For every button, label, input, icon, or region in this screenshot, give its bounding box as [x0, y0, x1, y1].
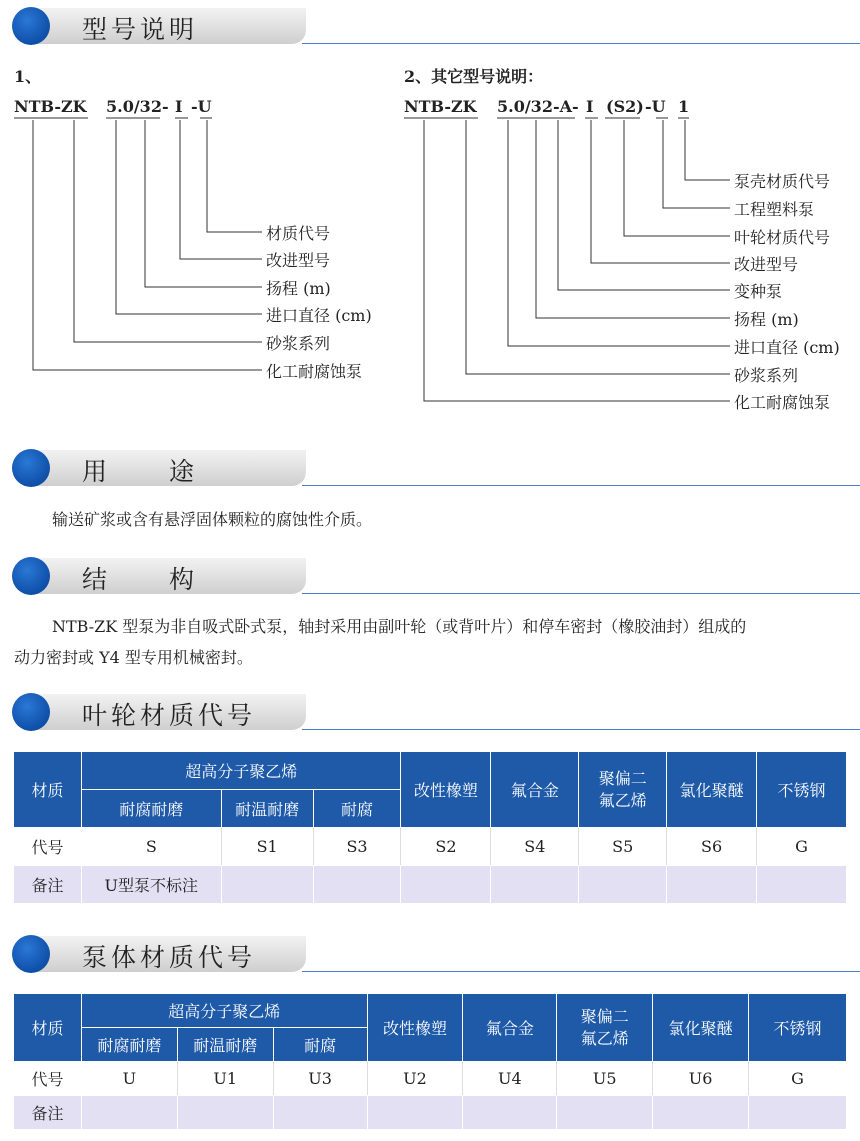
note-cell [401, 866, 491, 904]
section-title: 结 构 [82, 565, 199, 594]
note-cell [367, 1096, 463, 1130]
model1-label-inlet: 进口直径 (cm) [266, 306, 372, 325]
header-pvdf: 聚偏二 氟乙烯 [579, 752, 667, 828]
code-cell: S2 [401, 828, 491, 866]
table-row [14, 828, 847, 866]
header-stainless-steel: 不锈钢 [757, 752, 847, 828]
model2-label-chem: 化工耐腐蚀泵 [734, 393, 831, 412]
code-cell: U4 [463, 1062, 557, 1096]
header-fluoro-alloy: 氟合金 [463, 994, 557, 1062]
model2-label-head: 扬程 (m) [734, 310, 799, 329]
model2-code-s2: (S2) [606, 97, 644, 116]
model2-code-roman: Ⅰ [586, 97, 594, 116]
impeller-material-table [13, 751, 847, 904]
header-sub-corrosion-wear: 耐腐耐磨 [81, 1028, 177, 1062]
note-cell [177, 1096, 273, 1130]
section-header-structure [12, 556, 860, 596]
row-label-note: 备注 [14, 866, 82, 904]
code-cell: S4 [491, 828, 579, 866]
section-rule [302, 729, 860, 730]
model1-code-size: 5.0/32- [106, 97, 169, 116]
model1-label-head: 扬程 (m) [266, 279, 331, 298]
section-rule [302, 593, 860, 594]
section-title: 用 途 [82, 457, 199, 486]
row-label-code: 代号 [14, 1062, 82, 1096]
note-cell [221, 866, 313, 904]
header-chlorinated-polyether: 氯化聚醚 [667, 752, 757, 828]
model2-label-slurry: 砂浆系列 [734, 366, 799, 385]
table-row [14, 1062, 847, 1096]
model2-code-1: 1 [678, 97, 690, 116]
model1-index: 1、 [14, 67, 42, 86]
note-cell [667, 866, 757, 904]
model2-label-inlet: 进口直径 (cm) [734, 338, 840, 357]
model2-label-plastic: 工程塑料泵 [734, 200, 815, 219]
model2-label-impeller: 叶轮材质代号 [734, 228, 831, 247]
header-uhmwpe: 超高分子聚乙烯 [81, 994, 367, 1028]
header-fluoro-alloy: 氟合金 [491, 752, 579, 828]
code-cell: S5 [579, 828, 667, 866]
table-row [14, 866, 847, 904]
model1-code-roman: Ⅰ [175, 97, 183, 116]
model2-code-u: -U [645, 97, 666, 116]
header-uhmwpe: 超高分子聚乙烯 [81, 752, 401, 790]
code-cell: G [757, 828, 847, 866]
section-title: 型号说明 [82, 15, 199, 44]
model2-code-ntb: NTB-ZK [404, 97, 477, 116]
section-header-pumpbody [12, 934, 860, 974]
note-cell [749, 1096, 847, 1130]
note-cell [81, 1096, 177, 1130]
section-header-use [12, 448, 860, 488]
row-label-note: 备注 [14, 1096, 82, 1130]
section-rule [302, 485, 860, 486]
code-cell: U [81, 1062, 177, 1096]
model-leader-lines [0, 0, 860, 420]
model2-label-casing: 泵壳材质代号 [734, 172, 831, 191]
section-title: 泵体材质代号 [82, 943, 257, 972]
note-cell: U型泵不标注 [81, 866, 221, 904]
bullet-dot-icon [12, 557, 50, 595]
model1-label-slurry: 砂浆系列 [266, 334, 331, 353]
model1-code-u: -U [191, 97, 212, 116]
note-cell [273, 1096, 367, 1130]
header-sub-heat-wear: 耐温耐磨 [177, 1028, 273, 1062]
model2-index: 2、其它型号说明： [404, 67, 544, 86]
pumpbody-material-table [13, 993, 847, 1130]
note-cell [491, 866, 579, 904]
structure-line-1: NTB-ZK 型泵为非自吸式卧式泵，轴封采用由副叶轮（或背叶片）和停车密封（橡胶油封）组成的 [52, 617, 747, 636]
note-cell [757, 866, 847, 904]
code-cell: U1 [177, 1062, 273, 1096]
use-description: 输送矿浆或含有悬浮固体颗粒的腐蚀性介质。 [52, 510, 373, 529]
section-header-impeller [12, 692, 860, 732]
model1-label-chem: 化工耐腐蚀泵 [266, 362, 363, 381]
header-sub-heat-wear: 耐温耐磨 [221, 790, 313, 828]
model1-code-ntb: NTB-ZK [14, 97, 87, 116]
code-cell: S6 [667, 828, 757, 866]
code-cell: U5 [557, 1062, 653, 1096]
code-cell: G [749, 1062, 847, 1096]
model1-label-material: 材质代号 [266, 224, 331, 243]
code-cell: S3 [313, 828, 401, 866]
model2-code-size: 5.0/32-A- [497, 97, 579, 116]
header-pvdf: 聚偏二 氟乙烯 [557, 994, 653, 1062]
header-material: 材质 [14, 752, 82, 828]
code-cell: S [81, 828, 221, 866]
header-material: 材质 [14, 994, 82, 1062]
code-cell: U3 [273, 1062, 367, 1096]
header-stainless-steel: 不锈钢 [749, 994, 847, 1062]
section-rule [302, 971, 860, 972]
model2-label-improve: 改进型号 [734, 255, 799, 274]
bullet-dot-icon [12, 935, 50, 973]
row-label-code: 代号 [14, 828, 82, 866]
note-cell [653, 1096, 749, 1130]
header-sub-corrosion: 耐腐 [313, 790, 401, 828]
code-cell: S1 [221, 828, 313, 866]
note-cell [557, 1096, 653, 1130]
bullet-dot-icon [12, 449, 50, 487]
model1-label-improve: 改进型号 [266, 251, 331, 270]
note-cell [579, 866, 667, 904]
header-modified-rubber: 改性橡塑 [401, 752, 491, 828]
note-cell [463, 1096, 557, 1130]
code-cell: U2 [367, 1062, 463, 1096]
note-cell [313, 866, 401, 904]
model2-label-variant: 变种泵 [734, 282, 783, 301]
header-chlorinated-polyether: 氯化聚醚 [653, 994, 749, 1062]
header-sub-corrosion: 耐腐 [273, 1028, 367, 1062]
header-modified-rubber: 改性橡塑 [367, 994, 463, 1062]
bullet-dot-icon [12, 693, 50, 731]
header-sub-corrosion-wear: 耐腐耐磨 [81, 790, 221, 828]
table-row [14, 1096, 847, 1130]
structure-line-2: 动力密封或 Y4 型专用机械密封。 [14, 648, 253, 667]
code-cell: U6 [653, 1062, 749, 1096]
section-title: 叶轮材质代号 [82, 701, 257, 730]
